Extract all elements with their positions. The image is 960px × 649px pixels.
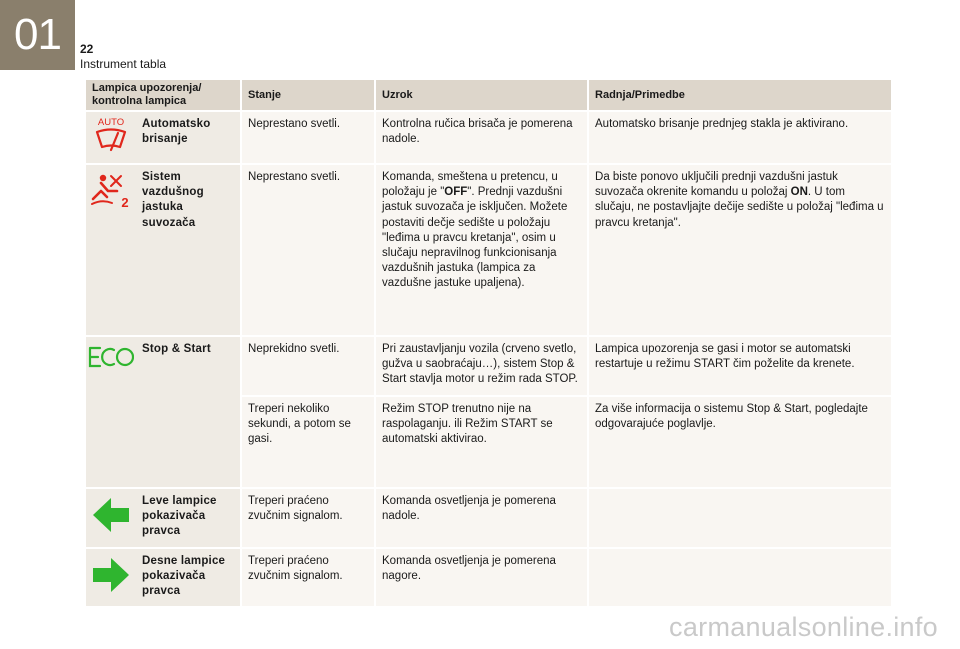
lamp-state: Treperi praćeno zvučnim signalom. (242, 487, 376, 547)
header-cause: Uzrok (376, 80, 589, 110)
lamp-state: Treperi praćeno zvučnim signalom. (242, 547, 376, 606)
header-state: Stanje (242, 80, 376, 110)
lamp-name: Sistem vazdušnog jastuka suvozača (136, 163, 242, 335)
lamp-action (589, 487, 891, 547)
lamp-name: Automatsko brisanje (136, 110, 242, 163)
cause-text-post: ". Prednji vazdušni jastuk suvozača je isključen. Možete postaviti dečje sedište u položaju "leđima u pravcu kretanja", osim u slučaju nepravilnog funkcionisanja vazdušnih jastuka (lampica za vazdušne jastuke upaljena). (382, 186, 568, 290)
icon-cell (86, 335, 136, 487)
table-row (86, 335, 891, 395)
cause-text-pre: Komanda, smeštena u pretencu, u položaju je " (382, 171, 558, 199)
lamp-name: Leve lampice pokazivača pravca (136, 487, 242, 547)
lamp-cause: Komanda osvetljenja je pomerena nadole. (376, 487, 589, 547)
icon-cell (86, 110, 136, 163)
lamp-action: Automatsko brisanje prednjeg stakla je aktivirano. (589, 110, 891, 163)
lamp-state: Neprestano svetli. (242, 110, 376, 163)
icon-cell (86, 163, 136, 335)
passenger-airbag-off-icon (90, 173, 132, 209)
lamp-cause: Režim STOP trenutno nije na raspolaganju. ili Režim START se automatski aktivirao. (376, 395, 589, 487)
auto-icon-label: AUTO (97, 117, 125, 128)
table-row (86, 110, 891, 163)
table-header-row (86, 80, 891, 110)
action-text-pre: Da biste ponovo uključili prednji vazdušni jastuk suvozača okrenite komandu u položaj (595, 171, 838, 199)
header-lamp: Lampica upozorenja/ kontrolna lampica (86, 80, 242, 110)
table-row (86, 547, 891, 606)
lamp-cause: Komanda osvetljenja je pomerena nagore. (376, 547, 589, 606)
action-text-bold: ON (790, 186, 808, 199)
page-number: 22 (80, 42, 94, 56)
lamp-action (589, 163, 891, 335)
icon-cell (86, 547, 136, 606)
airbag-icon-label: 2 (121, 195, 129, 209)
lamp-action: Za više informacija o sistemu Stop & Start, pogledajte odgovarajuće poglavlje. (589, 395, 891, 487)
eco-icon (88, 345, 134, 369)
icon-cell (86, 487, 136, 547)
watermark: carmanualsonline.info (669, 612, 938, 642)
cause-text-bold: OFF (444, 186, 468, 199)
auto-wiper-icon (91, 116, 131, 156)
left-arrow-icon (91, 495, 131, 535)
chapter-tab (0, 0, 75, 70)
action-text-post: . U tom slučaju, ne postavljajte dečije sedište u položaj "leđima u pravcu kretanja". (595, 186, 884, 229)
table-row (86, 163, 891, 335)
lamp-cause (376, 163, 589, 335)
section-title: Instrument tabla (80, 57, 167, 71)
lamp-cause: Pri zaustavljanju vozila (crveno svetlo, gužva u saobraćaju…), sistem Stop & Start stavlja motor u režim rada STOP. (376, 335, 589, 395)
lamp-name: Stop & Start (136, 335, 242, 487)
header-action: Radnja/Primedbe (589, 80, 891, 110)
lamp-action: Lampica upozorenja se gasi i motor se automatski restartuje u režimu START čim poželite da krenete. (589, 335, 891, 395)
lamp-state: Neprestano svetli. (242, 163, 376, 335)
lamp-state: Neprekidno svetli. (242, 335, 376, 395)
right-arrow-icon (91, 555, 131, 595)
table-row (86, 487, 891, 547)
chapter-number: 01 (14, 10, 61, 59)
lamp-action (589, 547, 891, 606)
warning-lamp-table (86, 80, 891, 606)
lamp-name: Desne lampice pokazivača pravca (136, 547, 242, 606)
lamp-cause: Kontrolna ručica brisača je pomerena nadole. (376, 110, 589, 163)
lamp-state: Treperi nekoliko sekundi, a potom se gasi. (242, 395, 376, 487)
